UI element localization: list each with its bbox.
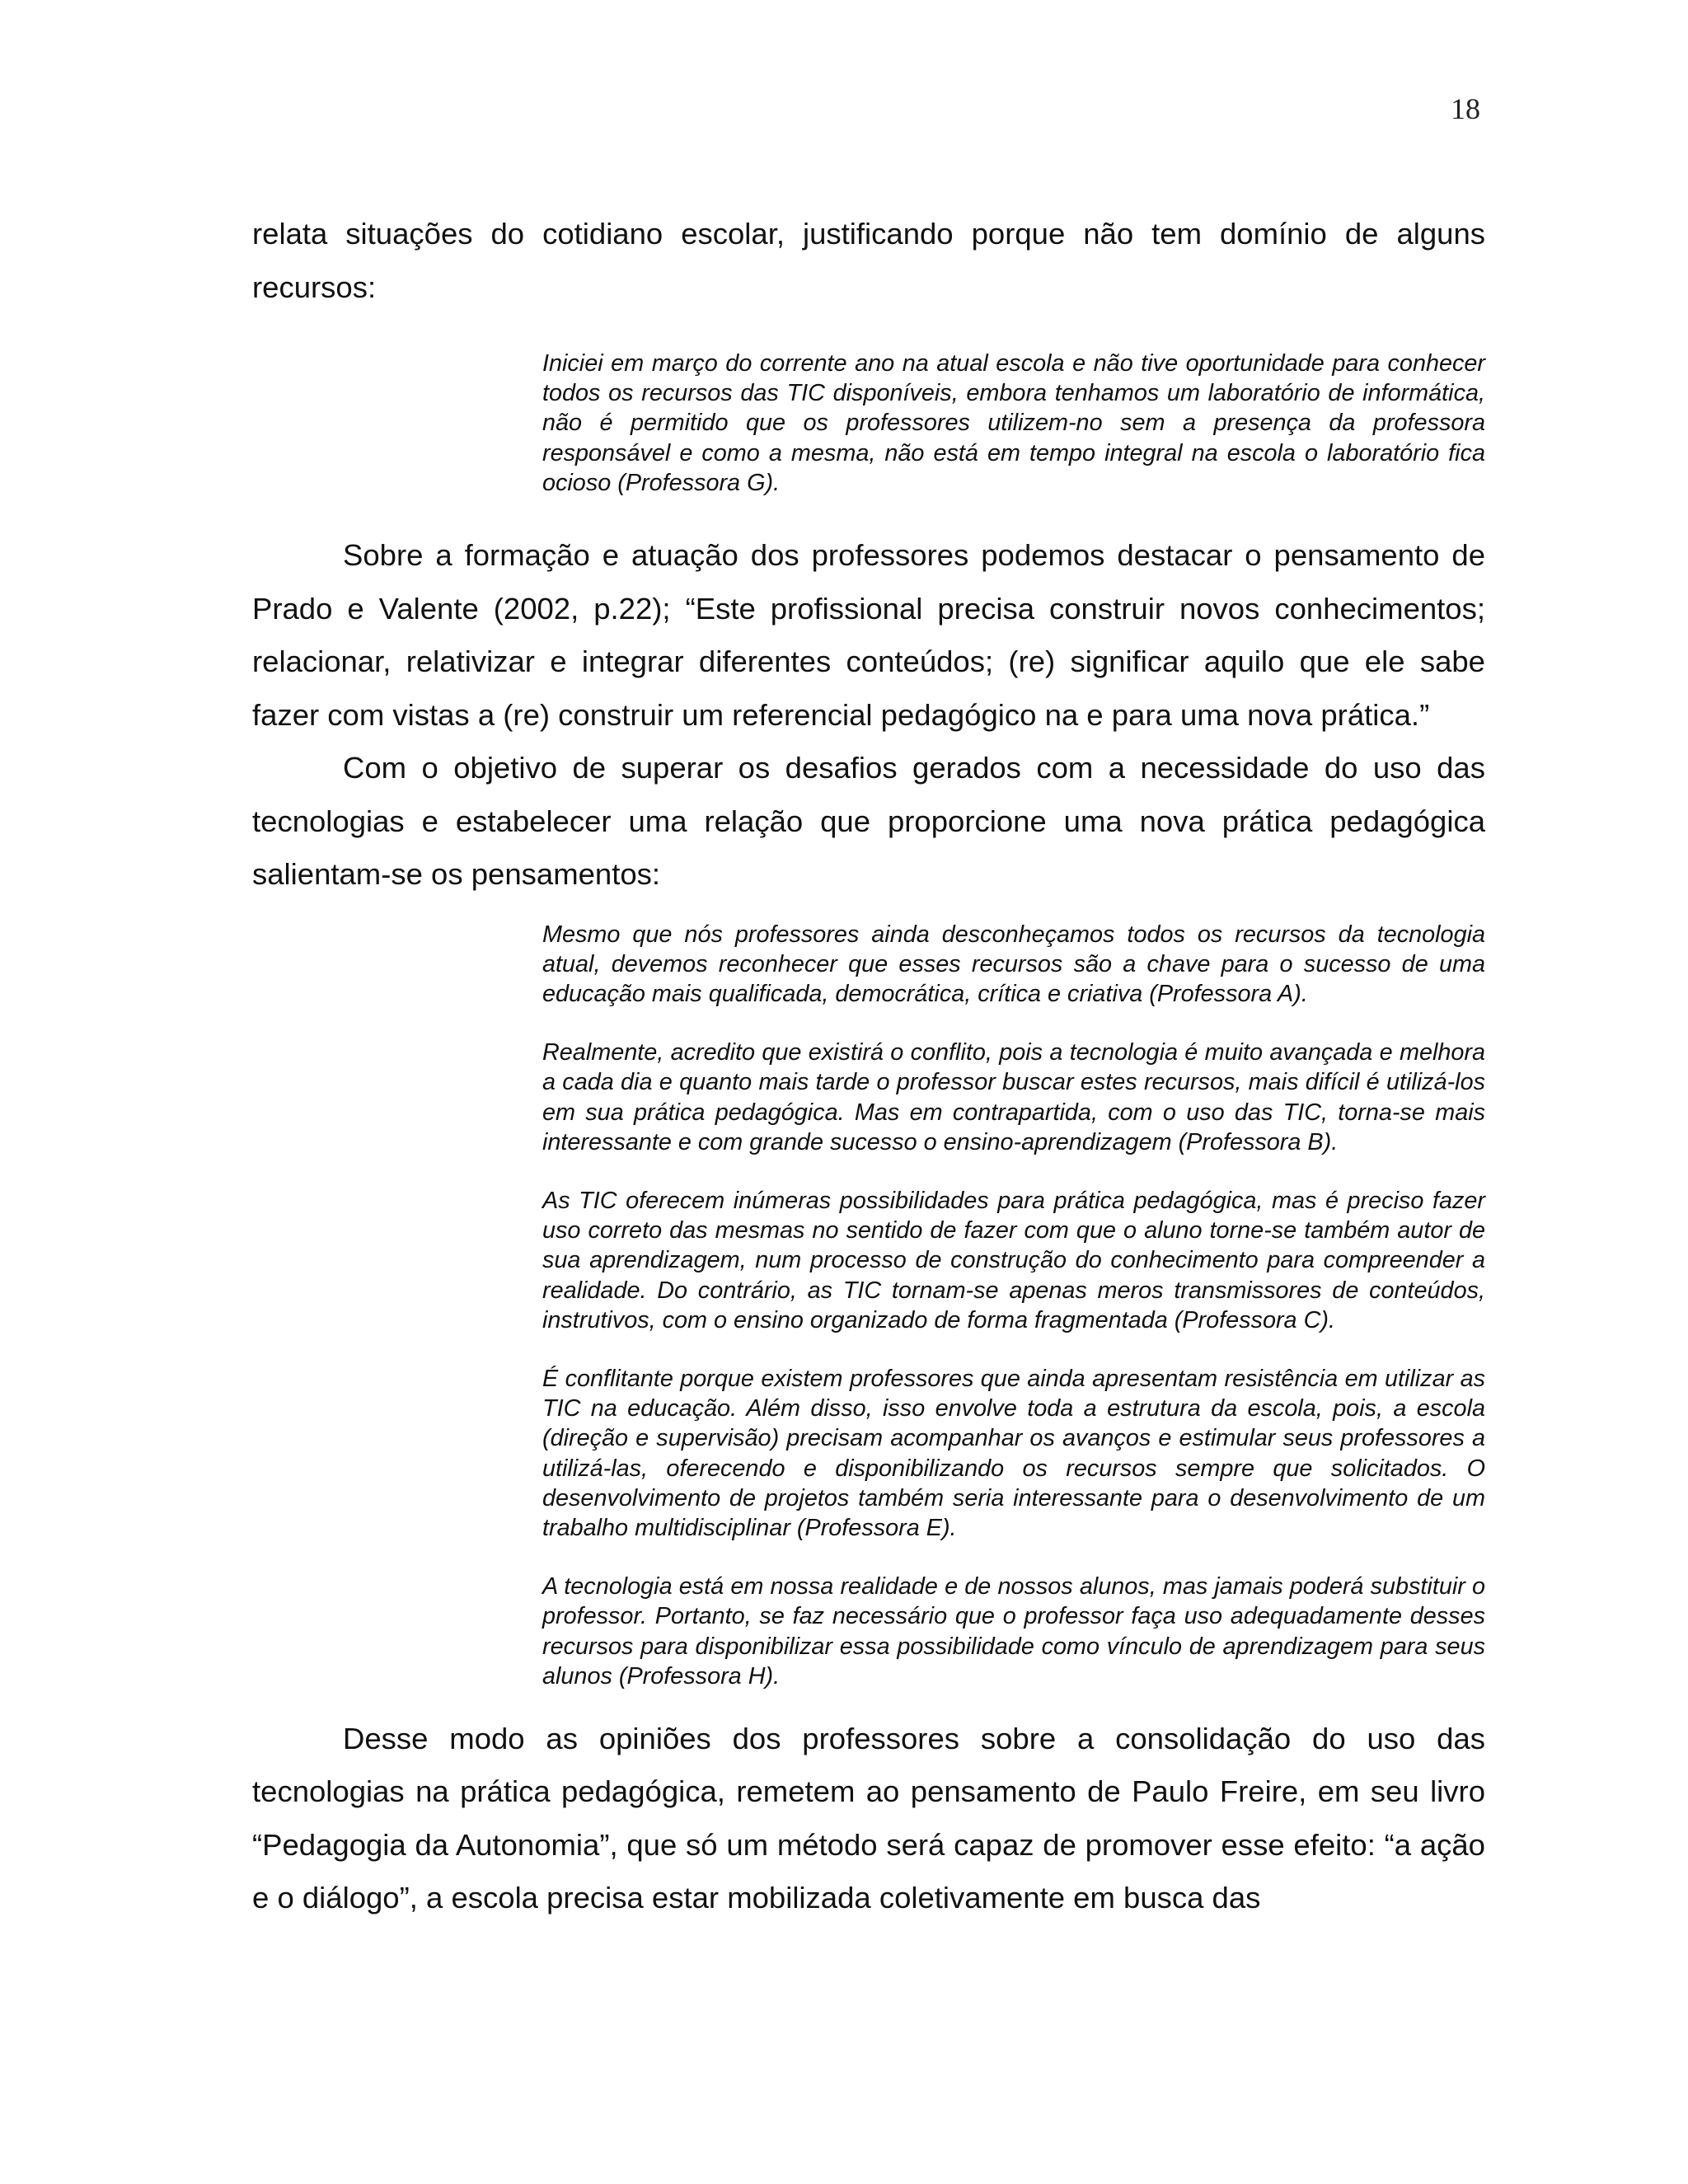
document-body <box>252 208 1485 1925</box>
quote-professora-e: É conflitante porque existem professores que ainda apresentam resistência em utilizar as TIC na educação. Além disso, isso envolve toda a estrutura da escola, pois, a escola (direção e supervisão) precisam acompanhar os avanços e estimular seus professores a utilizá-las, oferecendo e disponibilizando os recursos sempre que solicitados. O desenvolvimento de projetos também seria interessante para o desenvolvimento de um trabalho multidisciplinar (Professora E). <box>542 1365 1485 1541</box>
paragraph-objetivo: Com o objetivo de superar os desafios gerados com a necessidade do uso das tecnologias e estabelecer uma relação que proporcione uma nova prática pedagógica salientam-se os pensamentos: <box>252 751 1485 892</box>
quote-professora-a: Mesmo que nós professores ainda desconheçamos todos os recursos da tecnologia atual, devemos reconhecer que esses recursos são a chave para o sucesso de uma educação mais qualificada, democrática, crítica e criativa (Professora A). <box>542 921 1485 1007</box>
quote-professora-c: As TIC oferecem inúmeras possibilidades para prática pedagógica, mas é preciso fazer uso correto das mesmas no sentido de fazer com que o aluno torne-se também autor de sua aprendizagem, num processo de construção do conhecimento para compreender a realidade. Do contrário, as TIC tornam-se apenas meros transmissores de conteúdos, instrutivos, com o ensino organizado de forma fragmentada (Professora C). <box>542 1187 1485 1333</box>
paragraph-intro: relata situações do cotidiano escolar, justificando porque não tem domínio de alguns recursos: <box>252 217 1485 304</box>
quote-professora-h: A tecnologia está em nossa realidade e de nossos alunos, mas jamais poderá substituir o professor. Portanto, se faz necessário que o professor faça uso adequadamente desses recursos para disponibilizar essa possibilidade como vínculo de aprendizagem para seus alunos (Professora H). <box>542 1573 1485 1690</box>
paragraph-desse-modo: Desse modo as opiniões dos professores sobre a consolidação do uso das tecnologias na prática pedagógica, remetem ao pensamento de Paulo Freire, em seu livro “Pedagogia da Autonomia”, que só um método será capaz de promover esse efeito: “a ação e o diálogo”, a escola precisa estar mobilizada coletivamente em busca das <box>252 1721 1485 1915</box>
paragraph-prado-valente: Sobre a formação e atuação dos professores podemos destacar o pensamento de Prado e Valente (2002, p.22); “Este profissional precisa construir novos conhecimentos; relacionar, relativizar e integrar diferentes conteúdos; (re) significar aquilo que ele sabe fazer com vistas a (re) construir um referencial pedagógico na e para uma nova prática.” <box>252 538 1485 732</box>
page-number: 18 <box>1451 92 1480 125</box>
quote-professora-b: Realmente, acredito que existirá o conflito, pois a tecnologia é muito avançada e melhora a cada dia e quanto mais tarde o professor buscar estes recursos, mais difícil é utilizá-los em sua prática pedagógica. Mas em contrapartida, com o uso das TIC, torna-se mais interessante e com grande sucesso o ensino-aprendizagem (Professora B). <box>542 1039 1485 1155</box>
quote-professora-g: Iniciei em março do corrente ano na atual escola e não tive oportunidade para conhecer todos os recursos das TIC disponíveis, embora tenhamos um laboratório de informática, não é permitido que os professores utilizem-no sem a presença da professora responsável e como a mesma, não está em tempo integral na escola o laboratório fica ocioso (Professora G). <box>542 350 1485 496</box>
